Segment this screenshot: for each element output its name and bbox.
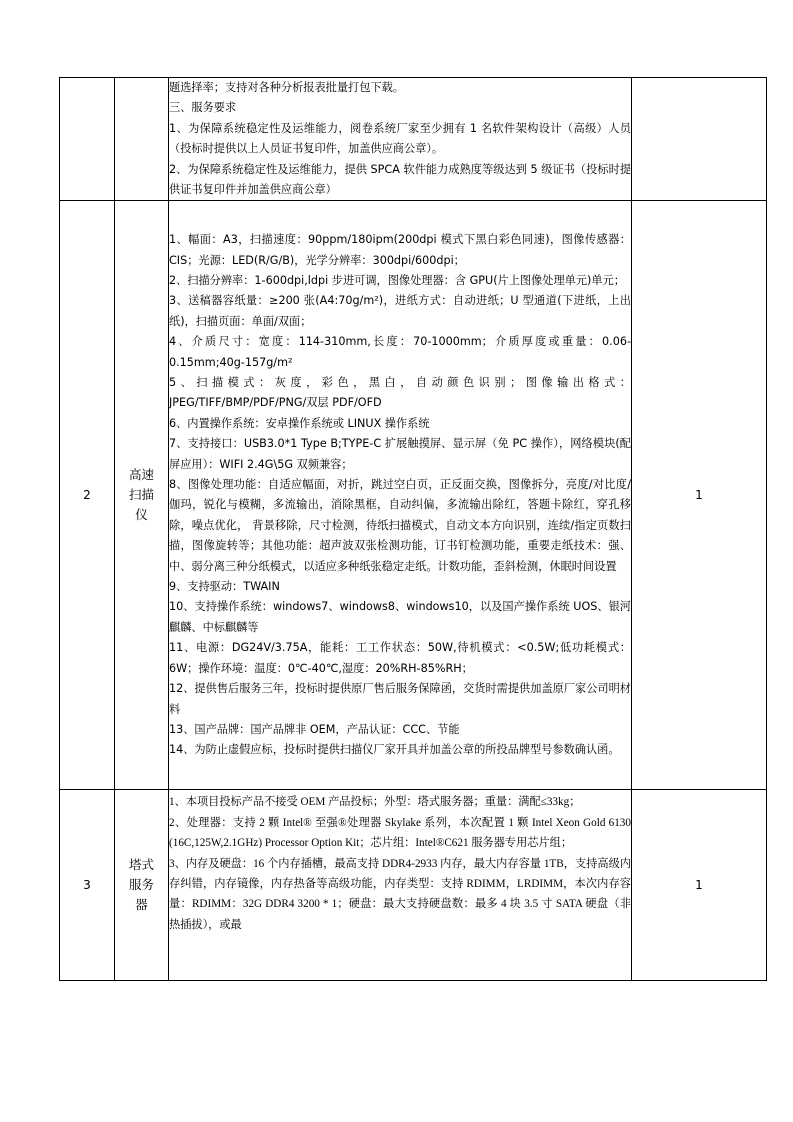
table-row [60, 201, 767, 790]
requirement-line: 4、介质尺寸：宽度：114-310mm,长度：70-1000mm；介质厚度或重量：0.06-0.15mm;40g-157g/m² [169, 335, 631, 369]
requirement-line: 1、本项目投标产品不接受 OEM 产品投标；外型：塔式服务器；重量：满配≤33kg； [169, 796, 581, 809]
requirement-line: 3、内存及硬盘：16 个内存插槽，最高支持 DDR4-2933 内存，最大内存容量 1TB，支持高级内存纠错，内存镜像，内存热备等高级功能，内存类型：支持 RDIMM，LRDIMM，本次内存容量：RDIMM：32G DDR4 3200 * 1；硬盘：最大支持硬盘数：最多 4 块 3.5 寸 SATA 硬盘（非热插拔），或最 [169, 857, 631, 931]
row-number: 3 [60, 790, 115, 981]
requirement-line: 3、送稿器容纸量：≥200 张(A4:70g/m²)，进纸方式：自动进纸；U 型通道(下进纸，上出纸)，扫描页面：单面/双面； [169, 294, 631, 328]
row-number [60, 78, 115, 201]
row-number: 2 [60, 201, 115, 790]
requirement-line: 12、提供售后服务三年，投标时提供原厂售后服务保障函，交货时需提供加盖原厂家公司明材料 [169, 682, 631, 716]
item-name-line: 服务 [128, 877, 154, 893]
item-name [115, 790, 169, 981]
quantity [632, 78, 767, 201]
requirement-line: 10、支持操作系统：windows7、windows8、windows10，以及国产操作系统 UOS、银河麒麟、中标麒麟等 [169, 600, 631, 634]
requirement-line: 2、处理器：支持 2 颗 Intel® 至强®处理器 Skylake 系列，本次配置 1 颗 Intel Xeon Gold 6130 (16C,125W,2.1GHz) Processor Option Kit；芯片组：Intel®C621 服务器专用芯片组； [169, 816, 631, 850]
item-name [115, 201, 169, 790]
item-name-line: 仪 [135, 507, 148, 523]
spec-table [59, 77, 767, 981]
requirements-cell [169, 790, 632, 981]
requirement-line: 11、电源：DG24V/3.75A，能耗：工工作状态：50W,待机模式：<0.5W;低功耗模式：6W；操作环境：温度：0℃-40℃,湿度：20%RH-85%RH； [169, 641, 631, 675]
item-name-line: 塔式 [128, 857, 154, 873]
item-name-line: 高速 [128, 467, 154, 483]
requirement-line: 6、内置操作系统：安卓操作系统或 LINUX 操作系统 [169, 416, 430, 430]
table-row [60, 78, 767, 201]
requirement-line: 5、扫描模式：灰度，彩色，黑白，自动颜色识别；图像输出格式：JPEG/TIFF/BMP/PDF/PNG/双层 PDF/OFD [169, 376, 631, 410]
requirement-line: 2、为保障系统稳定性及运维能力，提供 SPCA 软件能力成熟度等级达到 5 级证书（投标时提供证书复印件并加盖供应商公章） [169, 162, 631, 197]
requirement-line: 2、扫描分辨率：1-600dpi,ldpi 步进可调，图像处理器：含 GPU(片上图像处理单元)单元； [169, 273, 625, 287]
requirement-line: 1、为保障系统稳定性及运维能力，阅卷系统厂家至少拥有 1 名软件架构设计（高级）人员（投标时提供以上人员证书复印件，加盖供应商公章）。 [169, 121, 631, 156]
quantity: 1 [632, 790, 767, 981]
item-name [115, 78, 169, 201]
quantity: 1 [632, 201, 767, 790]
requirement-line: 题选择率；支持对各种分析报表批量打包下载。 [169, 81, 404, 94]
requirements-cell [169, 201, 632, 790]
item-name-line: 器 [135, 897, 148, 913]
table-row [60, 790, 767, 981]
requirement-line: 9、支持驱动：TWAIN [169, 580, 280, 594]
requirement-line: 13、国产品牌：国产品牌非 OEM，产品认证：CCC、节能 [169, 722, 460, 736]
requirements-cell [169, 78, 632, 201]
requirement-line: 三、服务要求 [169, 101, 237, 115]
requirement-line: 8、图像处理功能：自适应幅面，对折，跳过空白页，正反面交换，图像拆分，亮度/对比度/伽玛，锐化与模糊，多流输出，消除黑框，自动纠偏，多流输出除红，答题卡除红，穿孔移除，噪点优化， 背景移除，尺寸检测，待纸扫描模式，自动文本方向识别，连续/指定页数扫描，图像旋转等；其他功能：超声波双张检测功能，订书钉检测功能，重要走纸技术：强、中、弱分离三种分纸模式，以适应多种纸张稳定走纸。计数功能，歪斜检测，休眠时间设置 [169, 478, 631, 573]
requirement-line: 1、幅面：A3，扫描速度：90ppm/180ipm(200dpi 模式下黑白彩色同速)，图像传感器：CIS；光源：LED(R/G/B)，光学分辨率：300dpi/600dpi； [169, 233, 631, 267]
requirement-line: 14、为防止虚假应标，投标时提供扫描仪厂家开具并加盖公章的所投品牌型号参数确认函。 [169, 743, 620, 757]
requirement-line: 7、支持接口：USB3.0*1 Type B;TYPE-C 扩展触摸屏、显示屏（免 PC 操作），网络模块(配屏应用）：WIFI 2.4G\5G 双频兼容； [169, 437, 631, 471]
item-name-line: 扫描 [128, 487, 154, 503]
